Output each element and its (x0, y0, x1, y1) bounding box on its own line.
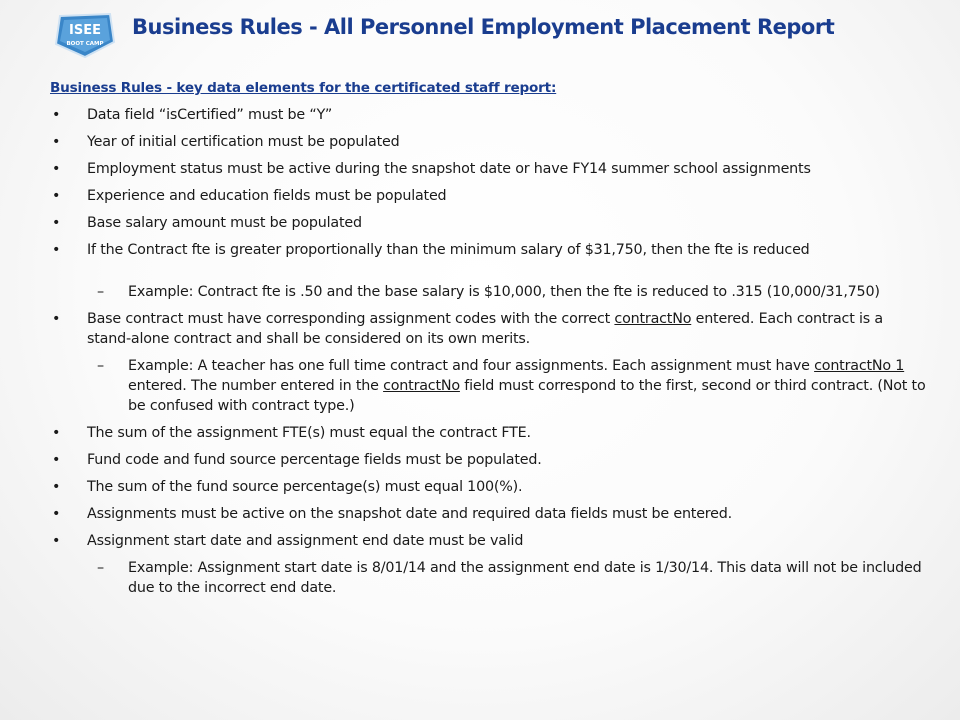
list-item: • If the Contract fte is greater proportionally than the minimum salary of $31,750, then the fte is reduced (52, 242, 810, 258)
dash-icon: – (97, 358, 104, 374)
isee-boot-camp-logo (52, 12, 118, 58)
bullet-icon: • (52, 161, 61, 177)
rules-subheading: Business Rules - key data elements for the certificated staff report: (50, 80, 557, 96)
contractno-1-term: contractNo 1 (814, 358, 905, 374)
bullet-icon: • (52, 134, 61, 150)
list-item: • Base salary amount must be populated (52, 215, 362, 231)
bullet-icon: • (52, 506, 61, 522)
bullet-icon: • (52, 425, 61, 441)
sub-list-item: – Example: Assignment start date is 8/01/14 and the assignment end date is 1/30/14. This data will not be included due to the incorrect end date. (97, 560, 922, 596)
logo-text-top: ISEE (69, 23, 101, 38)
list-item: • Fund code and fund source percentage fields must be populated. (52, 452, 542, 468)
dash-icon: – (97, 560, 104, 576)
list-item: • Employment status must be active during the snapshot date or have FY14 summer school assignments (52, 161, 811, 177)
bullet-icon: • (52, 107, 61, 123)
sub-list-item: – Example: Contract fte is .50 and the base salary is $10,000, then the fte is reduced to .315 (10,000/31,750) (97, 284, 880, 300)
contractno-term: contractNo (614, 311, 692, 327)
list-item: • The sum of the assignment FTE(s) must equal the contract FTE. (52, 425, 531, 441)
bullet-icon: • (52, 479, 61, 495)
list-item: • Experience and education fields must be populated (52, 188, 447, 204)
bullet-icon: • (52, 311, 61, 327)
dash-icon: – (97, 284, 104, 300)
bullet-icon: • (52, 242, 61, 258)
bullet-icon: • (52, 215, 61, 231)
list-item: • Assignments must be active on the snapshot date and required data fields must be entered. (52, 506, 732, 522)
bullet-icon: • (52, 452, 61, 468)
page-title: Business Rules - All Personnel Employment Placement Report (132, 15, 835, 39)
bullet-icon: • (52, 533, 61, 549)
list-item: • Data field “isCertified” must be “Y” (52, 107, 333, 123)
list-item: • Base contract must have corresponding assignment codes with the correct contractNo entered. Each contract is a stand-alone contract and shall be considered on its own merits. (52, 311, 883, 347)
list-item: • The sum of the fund source percentage(s) must equal 100(%). (52, 479, 523, 495)
bullet-icon: • (52, 188, 61, 204)
contractno-term: contractNo (383, 378, 460, 394)
list-item: • Assignment start date and assignment end date must be valid (52, 533, 524, 549)
sub-list-item: – Example: A teacher has one full time contract and four assignments. Each assignment must have contractNo 1 entered. The number entered in the contractNo field must correspond to the first, second or third contract. (Not to be confused with contract type.) (97, 358, 926, 414)
logo-text-bottom: BOOT CAMP (66, 41, 104, 47)
list-item: • Year of initial certification must be populated (52, 134, 400, 150)
rules-body (50, 78, 930, 605)
